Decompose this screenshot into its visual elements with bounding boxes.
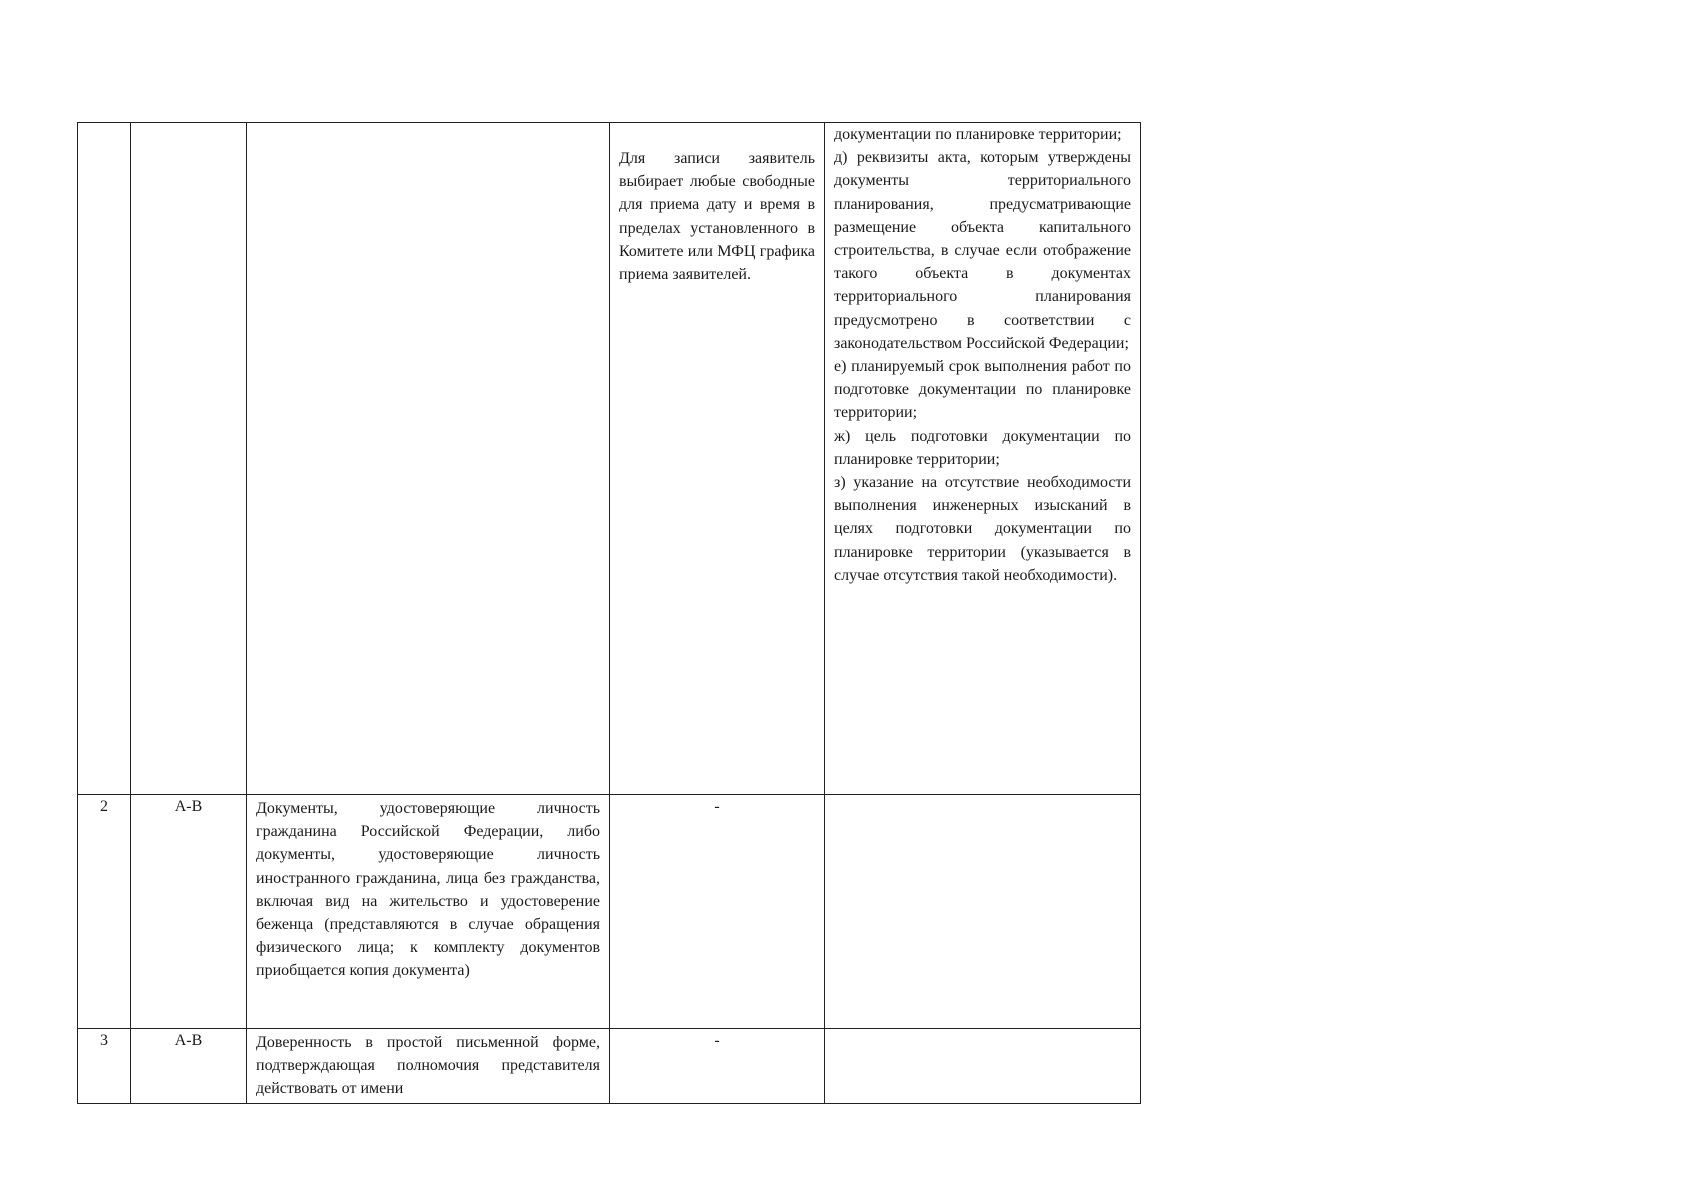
table-row xyxy=(78,795,1141,1029)
category-code-cell xyxy=(131,123,247,795)
requirements-text xyxy=(825,1029,1140,1033)
row-number-cell xyxy=(78,1029,131,1104)
category-code-cell xyxy=(131,795,247,1029)
document-name-cell xyxy=(247,123,610,795)
table-row xyxy=(78,1029,1141,1104)
requirements-item: документации по планировке территории; xyxy=(834,126,1122,143)
procedure-text: - xyxy=(714,798,720,815)
row-number-cell xyxy=(78,123,131,795)
procedure-cell xyxy=(610,795,825,1029)
document-name-cell xyxy=(247,795,610,1029)
requirements-item: з) указание на отсутствие необходимости выполнения инженерных изысканий в целях подготовки документации по планировке территории (указывается в случае отсутствия такой необходимости). xyxy=(834,474,1131,584)
requirements-cell xyxy=(825,1029,1141,1104)
requirements-cell xyxy=(825,123,1141,795)
category-code-cell xyxy=(131,1029,247,1104)
procedure-text: - xyxy=(714,1032,720,1049)
category-code: А-В xyxy=(174,1032,203,1049)
row-number-cell xyxy=(78,795,131,1029)
table-row xyxy=(78,123,1141,795)
requirements-item: ж) цель подготовки документации по планировке территории; xyxy=(834,427,1131,468)
requirements-text xyxy=(825,795,1140,799)
document-name xyxy=(247,123,609,127)
procedure-text: Для записи заявитель выбирает любые свободные для приема дату и время в пределах установленного в Комитете или МФЦ графика приема заявителей. xyxy=(619,150,815,284)
requirements-item: е) планируемый срок выполнения работ по подготовке документации по планировке территории; xyxy=(834,358,1131,422)
requirements-item: д) реквизиты акта, которым утверждены документы территориального планирования, предусматривающие размещение объекта капитального строительства, в случае если отображение такого объекта в документах территориального планирования предусмотрено в соответствии с законодательством Российской Федерации; xyxy=(834,149,1131,352)
row-number: 2 xyxy=(100,798,108,815)
document-name: Документы, удостоверяющие личность гражданина Российской Федерации, либо документы, удостоверяющие личность иностранного гражданина, лица без гражданства, включая вид на жительство и удостоверение беженца (представляются в случае обращения физического лица; к комплекту документов приобщается копия документа) xyxy=(256,800,600,980)
requirements-table xyxy=(77,122,1141,1104)
document-name: Доверенность в простой письменной форме, подтверждающая полномочия представителя действовать от имени xyxy=(256,1034,600,1098)
requirements-cell xyxy=(825,795,1141,1029)
procedure-cell xyxy=(610,1029,825,1104)
procedure-cell xyxy=(610,123,825,795)
row-number: 3 xyxy=(100,1032,108,1049)
category-code: А-В xyxy=(174,798,203,815)
document-name-cell xyxy=(247,1029,610,1104)
